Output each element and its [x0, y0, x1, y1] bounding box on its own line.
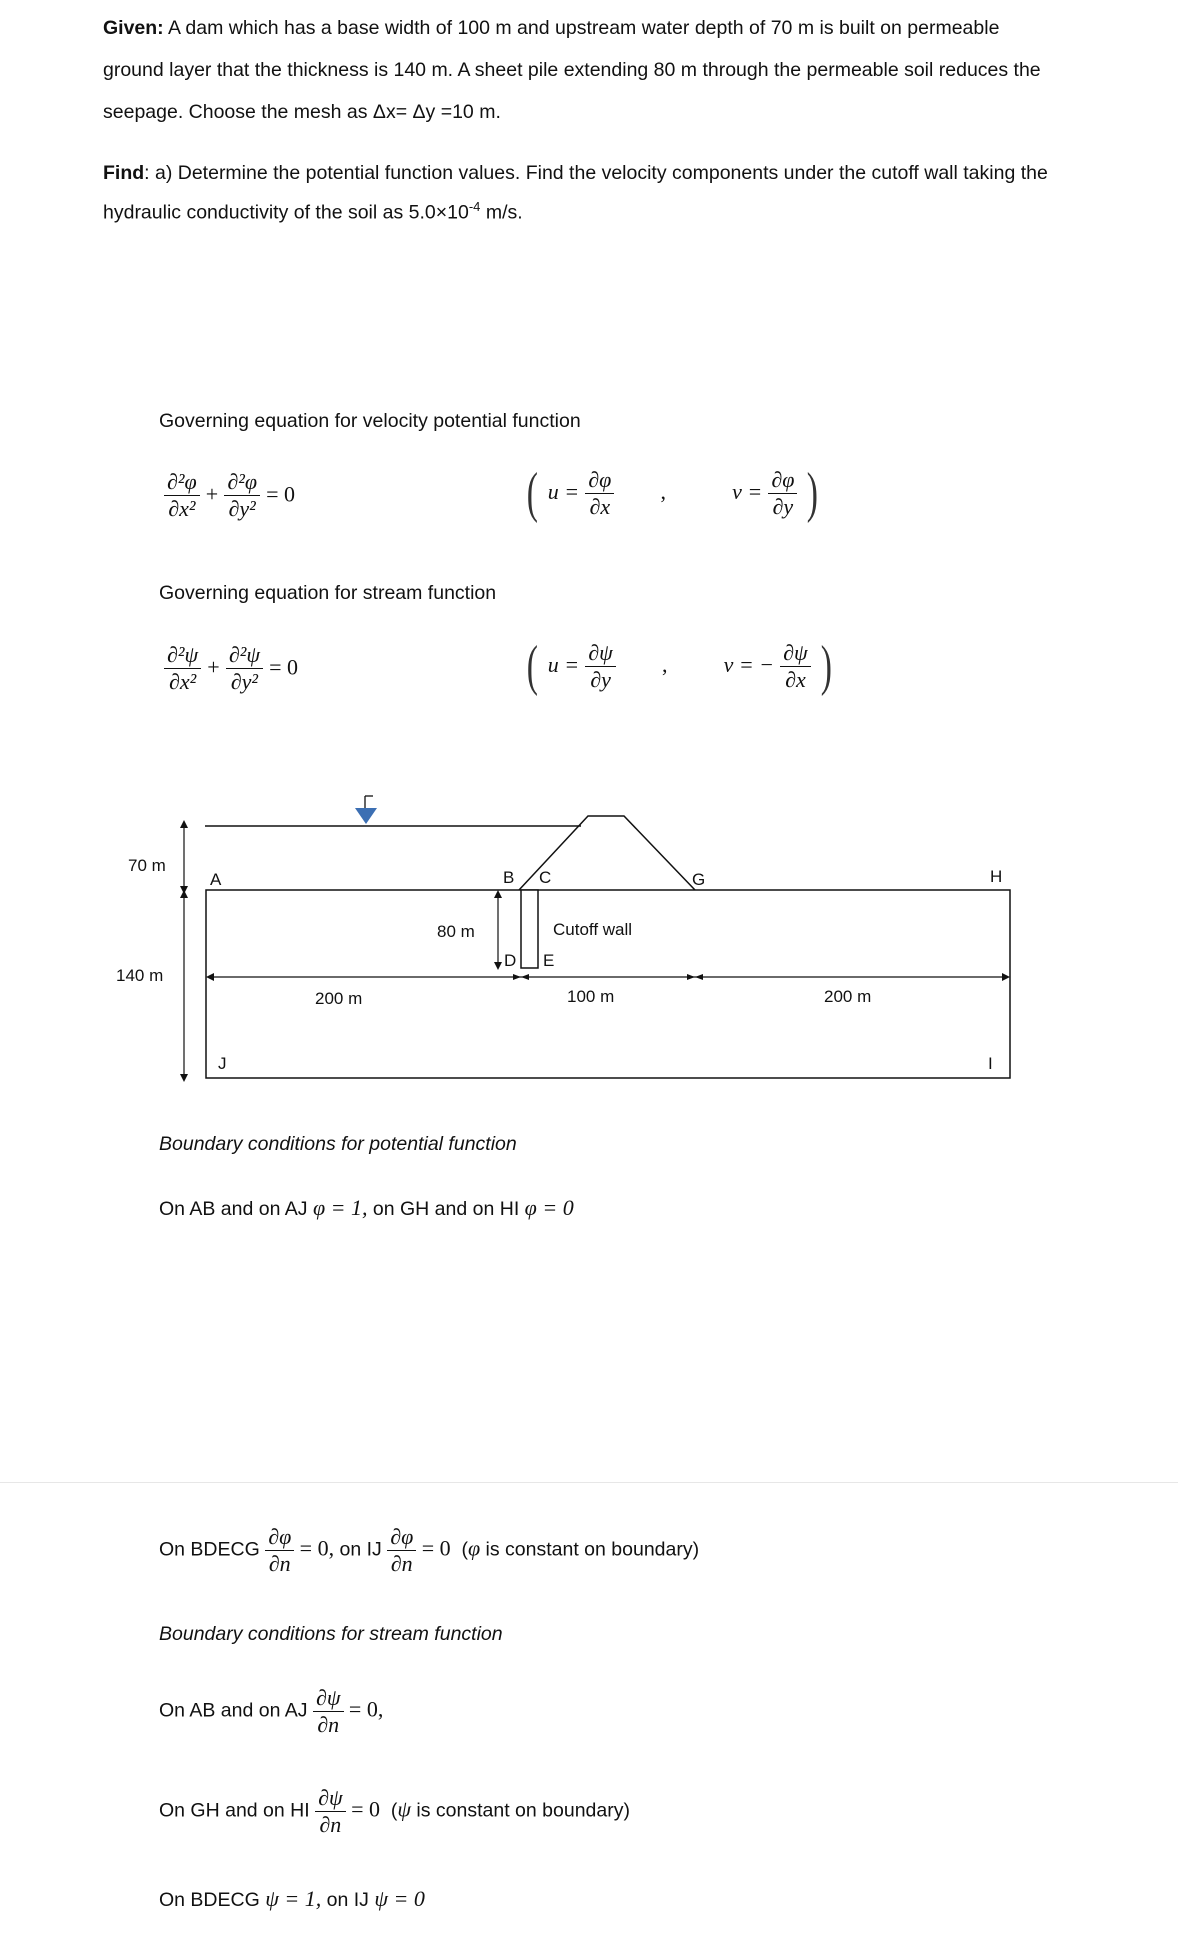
- point-d: D: [504, 951, 517, 970]
- given-text: A dam which has a base width of 100 m and upstream water depth of 70 m is built on permeable ground layer that the thickness is 140 m. A sheet pile extending 80 m through the permeable soil reduces the seepage. Choose the mesh as Δx= Δy =10 m.: [103, 17, 1041, 123]
- bc-potential-heading: Boundary conditions for potential function: [159, 1133, 517, 1155]
- psi-velocity-components: ( u = $\frac{\partial\psi}{\partial y}$ , v = − $\frac{\partial\psi}{\partial x}$ ): [526, 635, 832, 697]
- sheet-pile-dimension: [494, 890, 502, 970]
- point-g: G: [692, 870, 706, 889]
- point-c: C: [539, 868, 552, 887]
- bc-potential-line1: On AB and on AJ φ = 1, on GH and on HI φ = 0: [159, 1195, 574, 1220]
- bc-stream-line1: On AB and on AJ $\frac{\partial\psi}{\partial n}$ = 0,: [159, 1685, 384, 1737]
- potential-heading: Governing equation for velocity potential function: [159, 410, 581, 432]
- find-label: Find: [103, 162, 145, 184]
- given-paragraph: [103, 7, 1048, 133]
- bc-stream-line2: On GH and on HI $\frac{\partial\psi}{\partial n}$ = 0 (ψ is constant on boundary): [159, 1785, 630, 1837]
- cutoff-wall-label: Cutoff wall: [553, 920, 633, 939]
- bc-stream-line3: On BDECG ψ = 1, on IJ ψ = 0: [159, 1886, 425, 1911]
- base-width-label: 100 m: [567, 987, 615, 1006]
- point-a: A: [210, 870, 222, 889]
- water-level-icon: [355, 796, 377, 824]
- depth-label: 70 m: [128, 856, 166, 875]
- find-paragraph: [103, 157, 1048, 230]
- upstream-width-label: 200 m: [315, 989, 363, 1008]
- point-e: E: [543, 951, 555, 970]
- find-text-b: m/s.: [480, 201, 523, 224]
- dam-seepage-diagram: [0, 780, 1178, 1100]
- downstream-width-label: 200 m: [824, 987, 872, 1006]
- find-text-a: : a) Determine the potential function values. Find the velocity components under the cutoff wall taking the hydraulic conductivity of the soil as 5.0×10: [103, 162, 1048, 224]
- bc-stream-heading: Boundary conditions for stream function: [159, 1623, 503, 1645]
- point-j: J: [218, 1054, 227, 1073]
- width-dimension: [206, 973, 1010, 981]
- point-i: I: [988, 1054, 993, 1073]
- point-b: B: [503, 868, 515, 887]
- thickness-dimension: [180, 890, 188, 1082]
- sheet-pile-label: 80 m: [437, 922, 475, 941]
- laplace-psi-equation: $\frac{\text{∂²ψ}}{\text{∂x²}}$ + $\frac{\text{∂²ψ}}{\text{∂y²}}$ = 0: [164, 643, 298, 694]
- find-exponent: -4: [468, 199, 481, 214]
- soil-layer-box: [206, 890, 1010, 1078]
- cutoff-wall: [521, 890, 538, 968]
- phi-velocity-components: ( u = $\frac{\partial\varphi}{\partial x}$ , v = $\frac{\partial\varphi}{\partial y}$ ): [526, 462, 819, 524]
- bc-potential-line2: On BDECG $\frac{\partial\varphi}{\partial n}$ = 0, on IJ $\frac{\partial\varphi}{\partial n}$ = 0 (φ is constant on boundary): [159, 1524, 700, 1576]
- thickness-label: 140 m: [116, 966, 164, 985]
- laplace-phi-equation: $\frac{\text{∂²φ}}{\text{∂x²}}$ + $\frac{\text{∂²φ}}{\text{∂y²}}$ = 0: [164, 470, 295, 521]
- stream-heading: Governing equation for stream function: [159, 582, 497, 604]
- depth-dimension: [180, 820, 188, 894]
- given-label: Given:: [103, 17, 164, 39]
- page-separator: [0, 1482, 1178, 1483]
- point-h: H: [990, 867, 1003, 886]
